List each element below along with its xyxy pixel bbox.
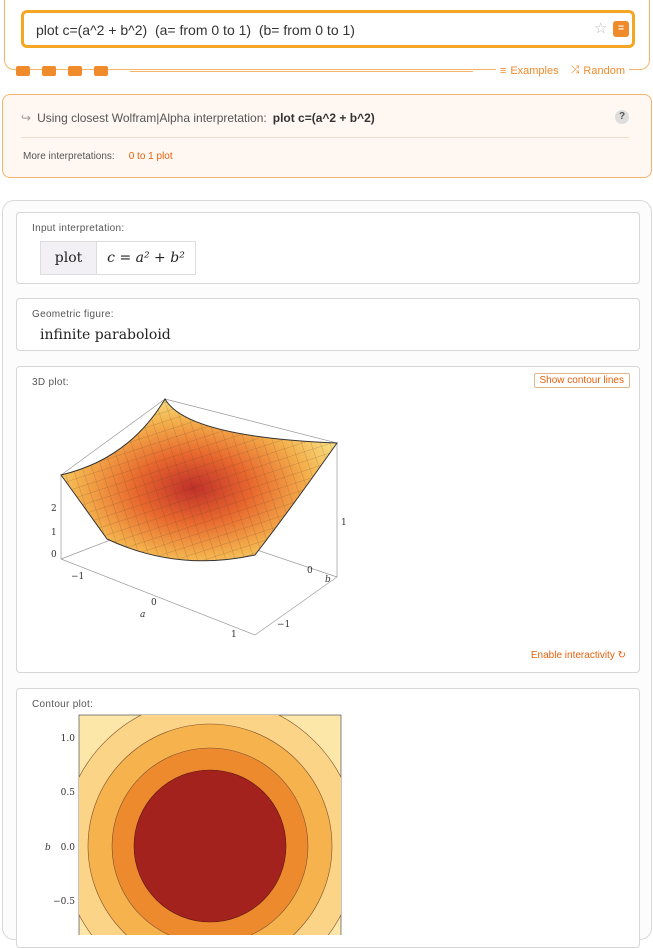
example-links bbox=[496, 64, 629, 77]
interpretation-prefix: Using closest Wolfram|Alpha interpretation: bbox=[37, 111, 267, 125]
pod-input-interpretation bbox=[16, 212, 640, 284]
list-icon: ≡ bbox=[499, 64, 507, 77]
b-tick-0: 0 bbox=[307, 566, 313, 576]
z-tick-2: 2 bbox=[51, 504, 57, 514]
3d-plot-image[interactable] bbox=[37, 387, 357, 642]
table-icon[interactable] bbox=[68, 66, 82, 76]
pod-title: 3D plot: bbox=[32, 377, 69, 388]
keyboard-icon[interactable] bbox=[16, 66, 30, 76]
search-box[interactable] bbox=[21, 10, 635, 48]
pod-title: Input interpretation: bbox=[32, 223, 125, 234]
examples-link[interactable]: ≡ Examples bbox=[499, 64, 559, 77]
y-tick-0-5: 0.5 bbox=[60, 788, 75, 798]
paraboloid-mesh bbox=[61, 399, 337, 561]
interpretation-value: plot c=(a^2 + b^2) bbox=[272, 111, 375, 125]
search-input[interactable] bbox=[36, 20, 576, 40]
random-link[interactable]: ⤨ Random bbox=[570, 64, 625, 77]
a-tick-neg1: −1 bbox=[71, 572, 85, 582]
contour-plot-image[interactable] bbox=[37, 705, 347, 935]
contour-ring-4 bbox=[134, 770, 286, 922]
arrow-icon: ↪ bbox=[21, 111, 32, 125]
geometric-value: infinite paraboloid bbox=[40, 327, 171, 343]
refresh-icon: ↻ bbox=[617, 650, 626, 661]
table-cell-command: plot bbox=[41, 242, 97, 274]
pod-contour-plot bbox=[16, 688, 640, 948]
show-contour-lines-button[interactable]: Show contour lines bbox=[534, 373, 631, 388]
y-axis-label: b bbox=[45, 843, 51, 853]
z-tick-1: 1 bbox=[51, 528, 57, 538]
divider bbox=[21, 137, 629, 138]
more-interpretations bbox=[23, 151, 173, 162]
header bbox=[0, 0, 653, 78]
results-panel bbox=[2, 200, 652, 940]
y-tick-1: 1.0 bbox=[60, 734, 75, 744]
b-tick-neg1: −1 bbox=[277, 620, 291, 630]
enable-interactivity-link[interactable] bbox=[531, 650, 626, 661]
interpretation-row bbox=[21, 111, 375, 125]
divider bbox=[130, 71, 473, 72]
more-label: More interpretations: bbox=[23, 151, 115, 162]
a-axis-label: a bbox=[140, 610, 146, 620]
camera-icon[interactable] bbox=[42, 66, 56, 76]
upload-icon[interactable] bbox=[94, 66, 108, 76]
shuffle-icon: ⤨ bbox=[570, 64, 580, 76]
y-tick-neg-0-5: −0.5 bbox=[53, 897, 75, 907]
enable-interactivity-label: Enable interactivity bbox=[530, 650, 615, 661]
more-interpretation-link[interactable]: 0 to 1 plot bbox=[128, 151, 173, 162]
a-tick-0: 0 bbox=[151, 598, 157, 608]
z-tick-0: 0 bbox=[51, 550, 57, 560]
help-icon[interactable]: ? bbox=[615, 110, 629, 124]
b-tick-1: 1 bbox=[341, 518, 347, 528]
input-mode-toolbar bbox=[16, 64, 108, 78]
pod-title: Geometric figure: bbox=[32, 309, 114, 320]
interpretation-table bbox=[40, 241, 196, 275]
pod-3d-plot bbox=[16, 366, 640, 673]
pod-title: Contour plot: bbox=[32, 699, 94, 710]
a-tick-1: 1 bbox=[231, 630, 237, 640]
b-axis-label: b bbox=[325, 575, 331, 585]
table-cell-formula: c = a² + b² bbox=[107, 250, 185, 266]
interpretation-panel bbox=[2, 94, 652, 178]
submit-equals-icon[interactable]: = bbox=[613, 21, 629, 37]
y-tick-0: 0.0 bbox=[60, 843, 75, 853]
star-icon[interactable]: ☆ bbox=[594, 20, 608, 37]
pod-geometric-figure bbox=[16, 298, 640, 351]
search-panel bbox=[4, 0, 650, 70]
